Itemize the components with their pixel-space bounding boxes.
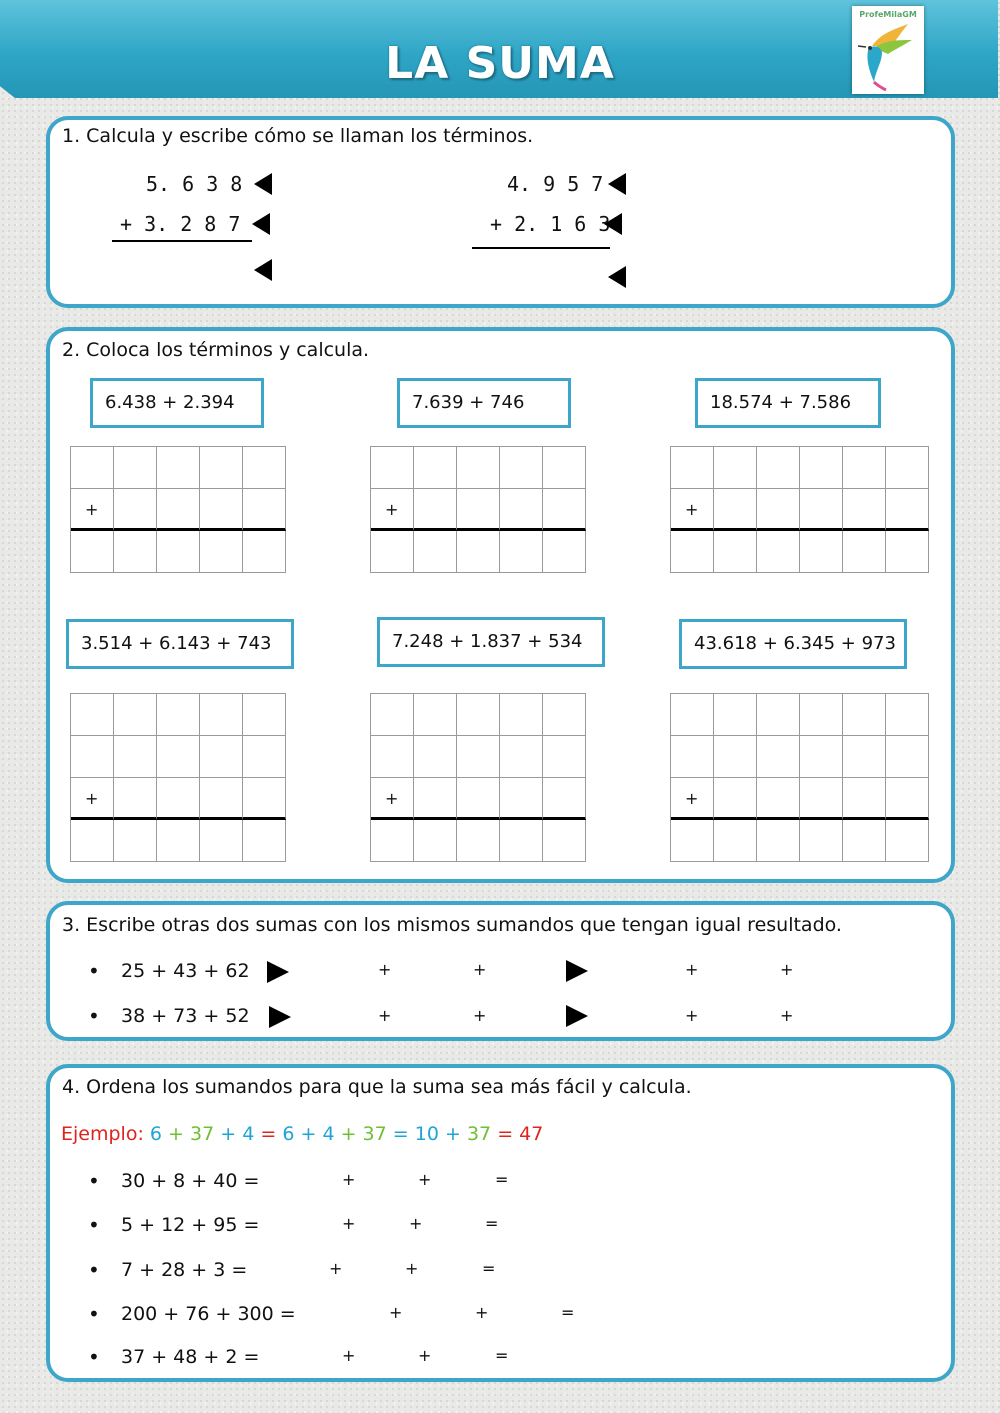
grid-cell[interactable] [757,531,800,573]
grid-cell[interactable] [714,736,757,778]
grid-cell[interactable] [200,694,243,736]
grid-cell[interactable] [800,489,843,531]
grid-cell[interactable] [500,820,543,862]
example-result: 47 [519,1123,544,1145]
grid-cell[interactable] [414,820,457,862]
addition-grid-3[interactable] [670,446,929,573]
plus-sign: + [671,778,714,820]
example-op: + [340,1123,357,1145]
ex4-item-4: 200 + 76 + 300 = [121,1303,296,1325]
grid-cell[interactable] [200,778,243,820]
grid-cell[interactable] [843,778,886,820]
equals-sign: = [482,1259,496,1278]
addend-bottom-b: + 2. 1 6 3 [490,212,611,236]
addition-grid-6[interactable] [670,693,929,862]
equals-sign: = [495,1170,509,1189]
grid-cell[interactable] [886,447,929,489]
exercise-3-heading: 3. Escribe otras dos sumas con los mismos sumandos que tengan igual resultado. [62,914,842,936]
grid-cell[interactable] [671,447,714,489]
arrow-right-icon [566,1005,588,1027]
equals-sign: = [485,1214,499,1233]
grid-cell[interactable] [757,489,800,531]
exercise-4-heading: 4. Ordena los sumandos para que la suma sea más fácil y calcula. [62,1076,692,1098]
example-term: 37 [362,1123,387,1145]
grid-cell[interactable] [800,820,843,862]
grid-cell[interactable] [543,820,586,862]
ex4-item-5: 37 + 48 + 2 = [121,1346,260,1368]
arrow-right-icon [269,1006,291,1028]
example-op: + [168,1123,184,1145]
sum-line-b [472,247,610,249]
grid-cell[interactable] [71,736,114,778]
grid-cell[interactable] [457,489,500,531]
exercise-2-heading: 2. Coloca los términos y calcula. [62,339,370,361]
arrow-left-icon [254,173,272,195]
exercise-1-heading: 1. Calcula y escribe cómo se llaman los términos. [62,125,534,147]
grid-cell[interactable] [757,447,800,489]
grid-cell[interactable] [71,820,114,862]
grid-cell[interactable] [157,736,200,778]
grid-cell[interactable] [500,694,543,736]
grid-cell[interactable] [414,489,457,531]
ex4-item-3: 7 + 28 + 3 = [121,1259,248,1281]
grid-cell[interactable] [457,778,500,820]
ex4-item-2: 5 + 12 + 95 = [121,1214,260,1236]
example-op: + [300,1123,317,1145]
grid-cell[interactable] [800,694,843,736]
plus-sign: + [389,1303,403,1322]
plus-sign: + [71,778,114,820]
plus-sign: + [473,960,487,979]
grid-cell[interactable] [371,736,414,778]
example-op: + [220,1123,237,1145]
grid-cell[interactable] [71,694,114,736]
grid-cell[interactable] [114,447,157,489]
grid-cell[interactable] [414,736,457,778]
grid-cell[interactable] [71,531,114,573]
grid-cell[interactable] [243,531,286,573]
grid-cell[interactable] [243,778,286,820]
grid-cell[interactable] [800,736,843,778]
addend-bottom-a: + 3. 2 8 7 [120,212,241,236]
grid-cell[interactable] [886,694,929,736]
grid-cell[interactable] [243,694,286,736]
grid-cell[interactable] [157,820,200,862]
grid-cell[interactable] [843,820,886,862]
grid-cell[interactable] [886,531,929,573]
ex3-item-2: 38 + 73 + 52 [121,1005,250,1027]
example-term: 4 [322,1123,335,1145]
grid-cell[interactable] [457,447,500,489]
addition-grid-4[interactable] [70,693,286,862]
grid-cell[interactable] [671,694,714,736]
sum-box-2: 7.639 + 746 [397,378,571,428]
grid-cell[interactable] [800,447,843,489]
plus-sign: + [378,1006,392,1025]
arrow-left-icon [252,213,270,235]
grid-cell[interactable] [114,778,157,820]
sum-box-1: 6.438 + 2.394 [90,378,264,428]
example-equals: = [497,1123,514,1145]
grid-cell[interactable] [114,736,157,778]
plus-sign: + [405,1259,419,1278]
plus-sign: + [371,778,414,820]
bullet: • [88,1004,100,1028]
grid-cell[interactable] [543,736,586,778]
grid-cell[interactable] [243,820,286,862]
equals-sign: = [561,1303,575,1322]
sum-box-3: 18.574 + 7.586 [695,378,881,428]
grid-cell[interactable] [800,531,843,573]
grid-cell[interactable] [371,447,414,489]
addend-top-b: 4. 9 5 7 [507,172,604,196]
plus-sign: + [418,1346,432,1365]
arrow-left-icon [608,173,626,195]
grid-cell[interactable] [543,489,586,531]
addition-grid-1[interactable] [70,446,286,573]
grid-cell[interactable] [500,489,543,531]
grid-cell[interactable] [243,736,286,778]
grid-cell[interactable] [714,820,757,862]
ex3-item-1: 25 + 43 + 62 [121,960,250,982]
grid-cell[interactable] [114,694,157,736]
addition-grid-2[interactable] [370,446,586,573]
example-op: + [444,1123,461,1145]
grid-cell[interactable] [671,736,714,778]
grid-cell[interactable] [843,531,886,573]
grid-cell[interactable] [757,820,800,862]
example-label: Ejemplo: [61,1123,144,1145]
grid-cell[interactable] [500,531,543,573]
example-equals: = [392,1123,409,1145]
grid-cell[interactable] [200,820,243,862]
equals-sign: = [495,1346,509,1365]
grid-cell[interactable] [371,531,414,573]
plus-sign: + [418,1170,432,1189]
plus-sign: + [780,1006,794,1025]
grid-cell[interactable] [243,447,286,489]
grid-cell[interactable] [886,778,929,820]
example-row [61,1123,543,1145]
bullet: • [88,1258,100,1282]
grid-cell[interactable] [500,736,543,778]
example-equals: = [260,1123,277,1145]
plus-sign: + [475,1303,489,1322]
example-term: 10 [414,1123,439,1145]
grid-cell[interactable] [414,447,457,489]
grid-cell[interactable] [886,820,929,862]
bullet: • [88,1302,100,1326]
grid-cell[interactable] [714,489,757,531]
grid-cell[interactable] [714,531,757,573]
grid-cell[interactable] [371,820,414,862]
grid-cell[interactable] [71,447,114,489]
grid-cell[interactable] [200,736,243,778]
grid-cell[interactable] [414,694,457,736]
grid-cell[interactable] [114,531,157,573]
grid-cell[interactable] [200,489,243,531]
grid-cell[interactable] [414,531,457,573]
grid-cell[interactable] [243,489,286,531]
example-term: 6 [282,1123,295,1145]
grid-cell[interactable] [757,694,800,736]
grid-cell[interactable] [714,694,757,736]
grid-cell[interactable] [157,447,200,489]
bullet: • [88,1345,100,1369]
ex4-item-1: 30 + 8 + 40 = [121,1170,260,1192]
grid-cell[interactable] [543,778,586,820]
grid-cell[interactable] [543,694,586,736]
grid-cell[interactable] [843,489,886,531]
grid-cell[interactable] [714,778,757,820]
hummingbird-icon [852,6,924,94]
bullet: • [88,959,100,983]
grid-cell[interactable] [157,778,200,820]
plus-sign: + [409,1214,423,1233]
plus-sign: + [342,1214,356,1233]
sum-box-6: 43.618 + 6.345 + 973 [679,619,907,669]
grid-cell[interactable] [114,820,157,862]
arrow-right-icon [566,960,588,982]
grid-cell[interactable] [157,489,200,531]
grid-cell[interactable] [371,694,414,736]
plus-sign: + [371,489,414,531]
arrow-left-icon [254,259,272,281]
page-title: LA SUMA [385,38,615,89]
plus-sign: + [342,1346,356,1365]
grid-cell[interactable] [757,736,800,778]
grid-cell[interactable] [843,447,886,489]
plus-sign: + [71,489,114,531]
plus-sign: + [671,489,714,531]
grid-cell[interactable] [114,489,157,531]
grid-cell[interactable] [843,694,886,736]
sum-box-5: 7.248 + 1.837 + 534 [377,617,605,667]
plus-sign: + [329,1259,343,1278]
grid-cell[interactable] [886,489,929,531]
grid-cell[interactable] [886,736,929,778]
grid-cell[interactable] [757,778,800,820]
grid-cell[interactable] [500,778,543,820]
grid-cell[interactable] [457,531,500,573]
addition-grid-5[interactable] [370,693,586,862]
grid-cell[interactable] [457,694,500,736]
grid-cell[interactable] [671,531,714,573]
bullet: • [88,1213,100,1237]
bullet: • [88,1169,100,1193]
grid-cell[interactable] [671,820,714,862]
grid-cell[interactable] [457,820,500,862]
plus-sign: + [473,1006,487,1025]
arrow-right-icon [267,961,289,983]
example-term: 37 [466,1123,492,1145]
grid-cell[interactable] [414,778,457,820]
grid-cell[interactable] [843,736,886,778]
logo [852,6,924,94]
grid-cell[interactable] [714,447,757,489]
plus-sign: + [342,1170,356,1189]
example-term: 37 [190,1123,215,1145]
arrow-left-icon [604,213,622,235]
addend-top-a: 5. 6 3 8 [146,172,243,196]
plus-sign: + [685,960,699,979]
grid-cell[interactable] [200,447,243,489]
plus-sign: + [780,960,794,979]
grid-cell[interactable] [500,447,543,489]
grid-cell[interactable] [457,736,500,778]
grid-cell[interactable] [800,778,843,820]
example-term: 6 [149,1123,162,1145]
logo-text: ProfeMilaGM [859,10,917,19]
plus-sign: + [685,1006,699,1025]
grid-cell[interactable] [157,694,200,736]
arrow-left-icon [608,266,626,288]
sum-line-a [112,240,252,242]
grid-cell[interactable] [200,531,243,573]
grid-cell[interactable] [157,531,200,573]
example-term: 4 [242,1123,255,1145]
grid-cell[interactable] [543,447,586,489]
sum-box-4: 3.514 + 6.143 + 743 [66,619,294,669]
grid-cell[interactable] [543,531,586,573]
plus-sign: + [378,960,392,979]
